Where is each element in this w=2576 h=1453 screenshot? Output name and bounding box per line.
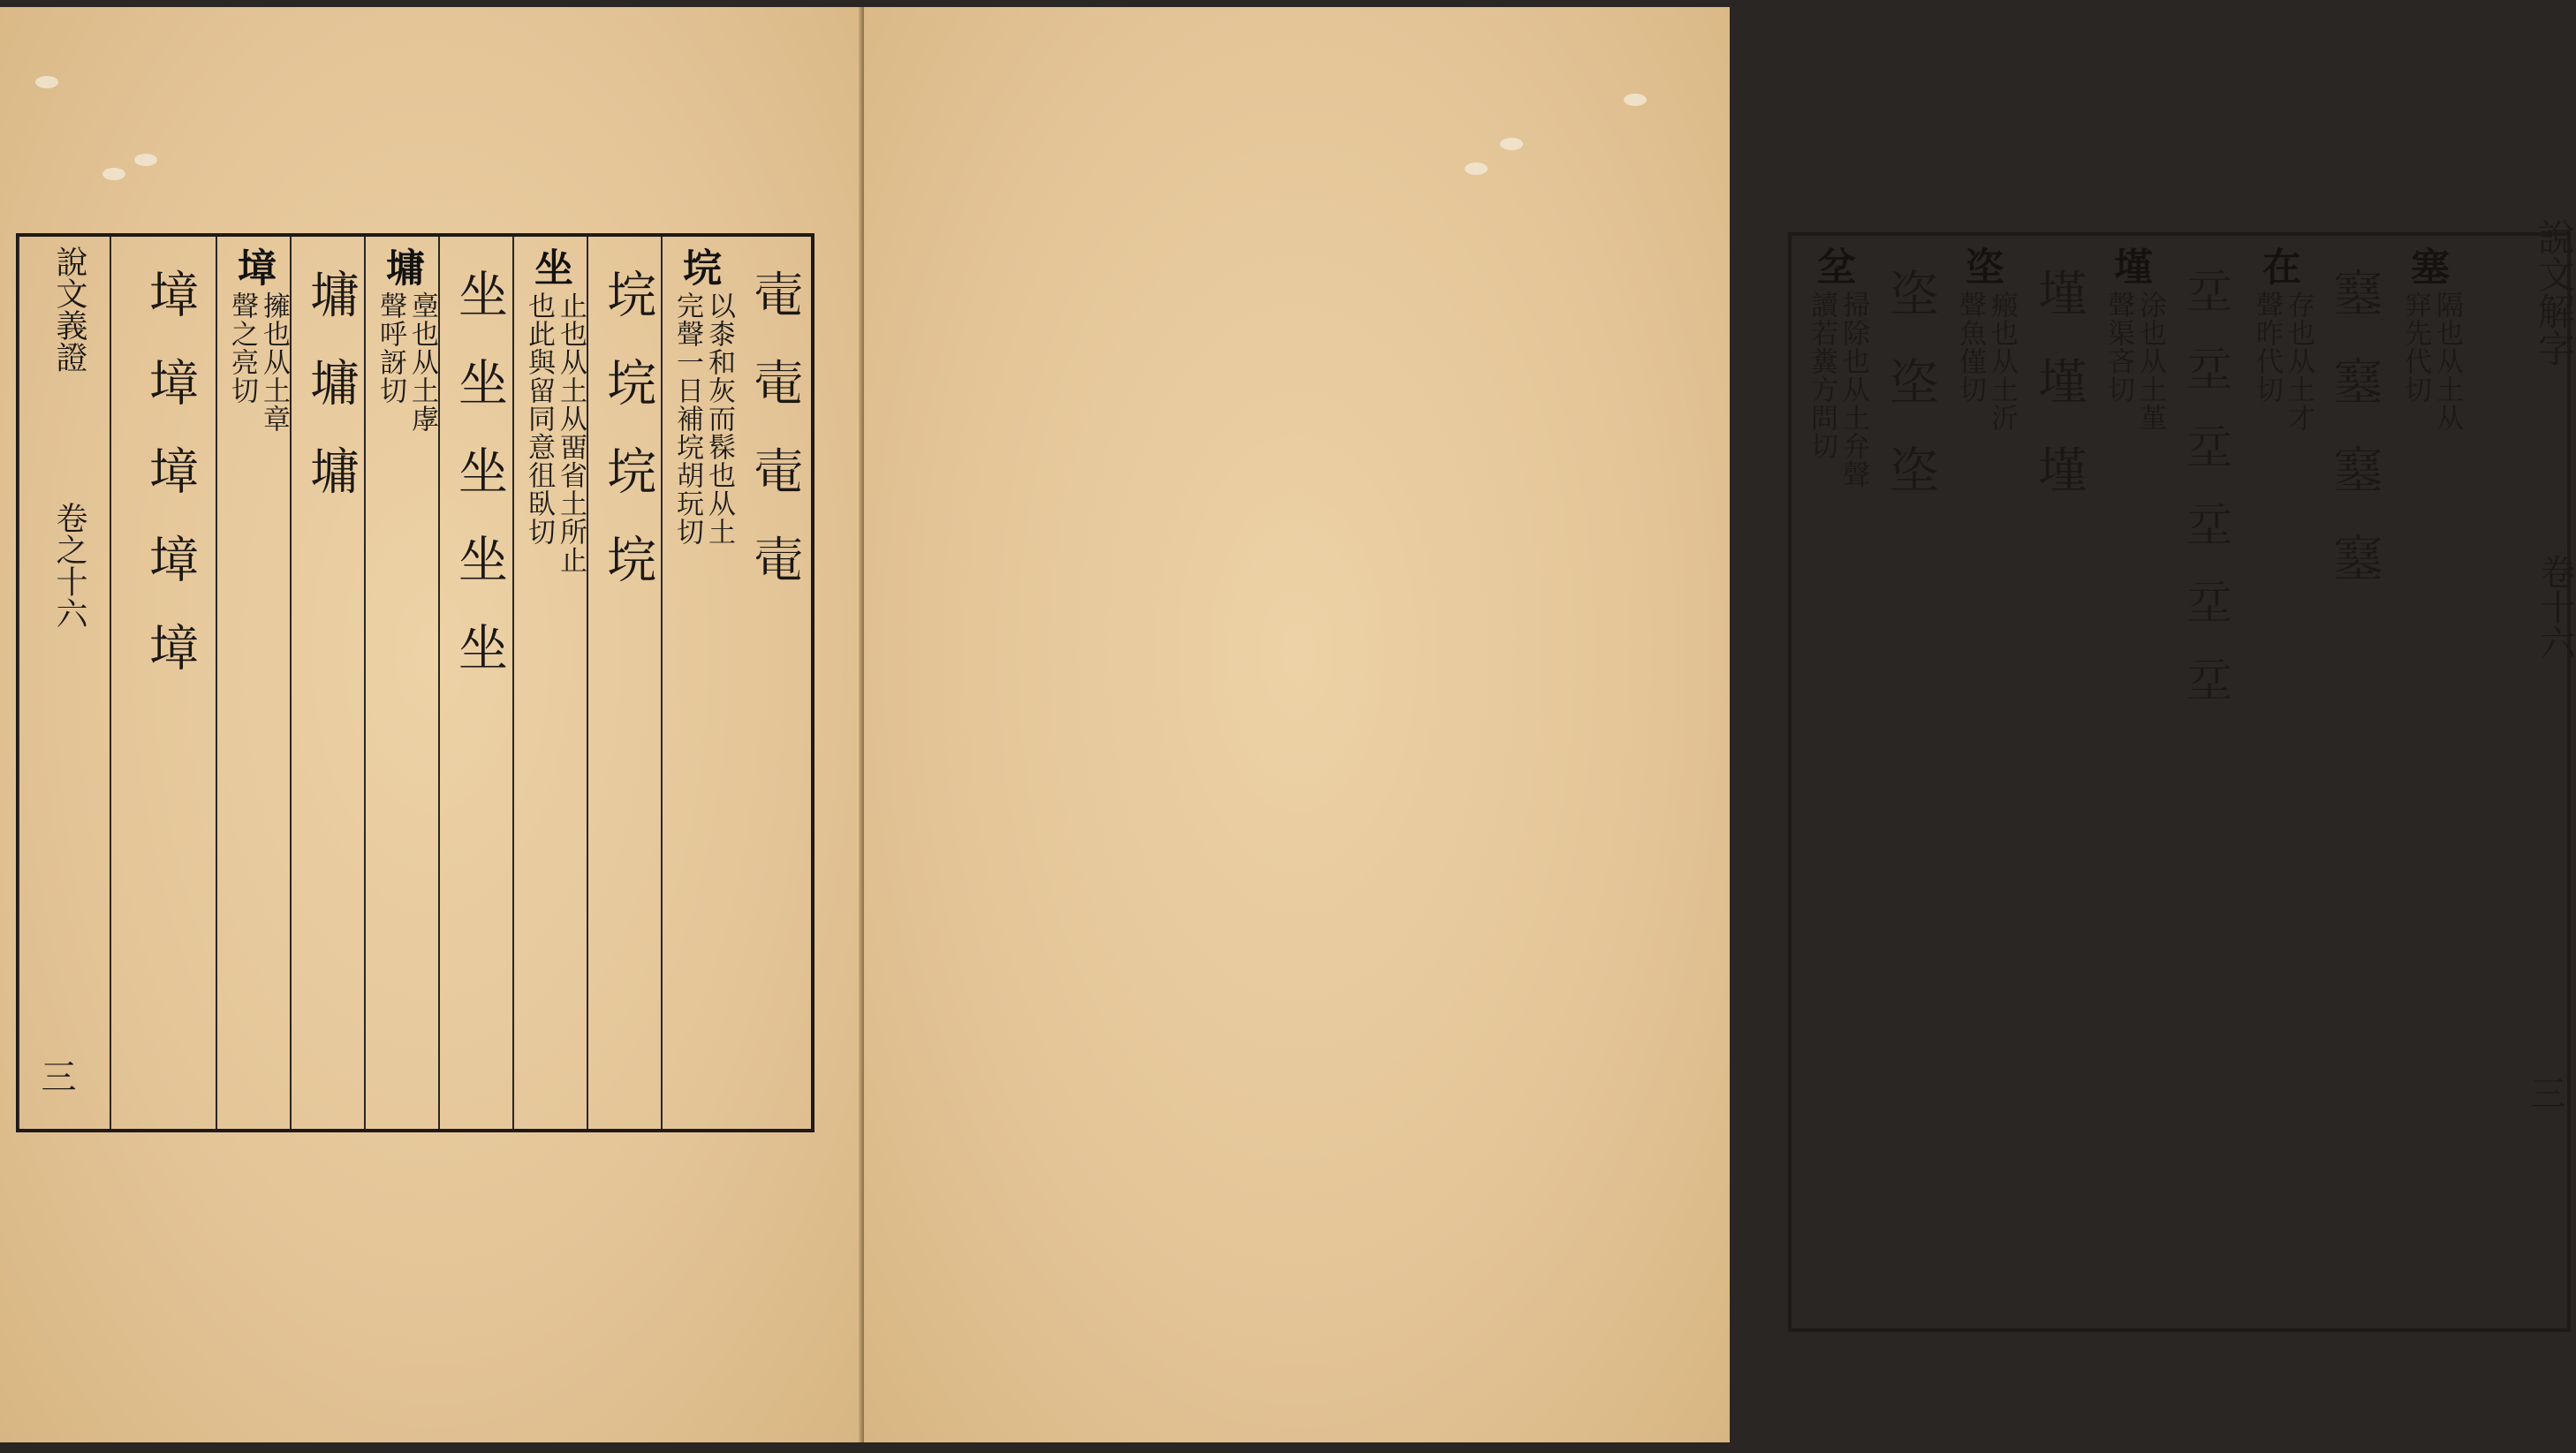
entry-head: 在 — [2255, 246, 2300, 285]
entry-note: 也此與留同意徂臥切 — [523, 291, 555, 546]
seal-forms: 𡔩𡔩𡔩𡔩 — [747, 269, 805, 622]
entry-column — [290, 237, 366, 1129]
entry-note: 聲魚僅切 — [1954, 291, 1986, 404]
seal-forms: 坐坐坐坐坐 — [451, 269, 508, 710]
entry-note: 瘢也从土沂 — [1986, 291, 2018, 432]
entry-column — [438, 237, 514, 1129]
entry-column — [2018, 236, 2094, 1328]
page-number: 三 — [35, 1058, 76, 1094]
entry-head: 垐 — [1959, 246, 2004, 285]
entry-column — [110, 237, 217, 1129]
entry-column — [2166, 236, 2242, 1328]
entry-head: 墉 — [379, 247, 424, 286]
entry-note: 聲昨代切 — [2251, 291, 2283, 404]
worm-hole — [134, 154, 157, 166]
entry-note: 存也从土才 — [2283, 291, 2315, 432]
entry-head: 坐 — [527, 247, 572, 286]
entry-note: 聲渠吝切 — [2102, 291, 2134, 404]
entry-column — [737, 237, 811, 1129]
entry-column — [1793, 236, 1871, 1328]
seal-forms: 垐垐垐 — [1882, 268, 1939, 533]
seal-forms: 垸垸垸垸 — [599, 269, 656, 622]
entry-column — [1869, 236, 1945, 1328]
left-page — [0, 7, 862, 1442]
worm-hole — [35, 76, 58, 88]
entry-note: 聲之亮切 — [226, 291, 258, 405]
worm-hole — [1465, 163, 1488, 175]
worm-hole — [1624, 94, 1647, 106]
entry-note: 聲呼訝切 — [375, 291, 406, 405]
entry-column — [2240, 236, 2316, 1328]
margin-title: 說文解字 — [2533, 218, 2576, 367]
entry-column — [216, 237, 292, 1129]
right-text-frame — [1788, 218, 2576, 1332]
seal-forms: 𡫼𡫼𡫼𡫼 — [2327, 268, 2384, 621]
seal-forms: 墇墇墇墇墇 — [141, 269, 199, 710]
entry-note: 讀若糞方問切 — [1806, 291, 1837, 460]
entry-column — [587, 237, 663, 1129]
seal-forms: 墉墉墉 — [302, 269, 360, 534]
entry-head: 坌 — [1810, 246, 1855, 285]
entry-column — [1943, 236, 2019, 1328]
entry-note: 涂也从土堇 — [2134, 291, 2166, 432]
entry-note: 擁也从土章 — [258, 291, 290, 433]
entry-head: 墇 — [231, 247, 276, 286]
entry-note: 㙜也从土虖 — [406, 291, 438, 433]
page-number: 三 — [2525, 1075, 2565, 1110]
entry-note: 完聲一日補垸胡玩切 — [671, 291, 703, 546]
right-page — [864, 7, 2576, 1442]
margin-column — [2461, 218, 2576, 1328]
margin-column — [18, 237, 111, 1129]
worm-hole — [1500, 138, 1523, 150]
left-text-frame — [16, 233, 814, 1132]
entry-head: 墐 — [2107, 246, 2152, 285]
fascicle-label: 卷十六 — [2534, 554, 2575, 660]
entry-column — [2315, 236, 2390, 1328]
fascicle-label: 卷之十六 — [51, 502, 87, 629]
margin-title: 說文義證 — [51, 246, 87, 373]
entry-column — [2092, 236, 2168, 1328]
entry-head: 垸 — [676, 247, 721, 286]
entry-column — [512, 237, 588, 1129]
entry-head: 塞 — [2404, 246, 2449, 285]
entry-column — [661, 237, 737, 1129]
seal-forms: 𡉝𡉝𡉝𡉝𡉝𡉝 — [2180, 268, 2233, 734]
entry-note: 隔也从土从 — [2431, 291, 2463, 432]
entry-column — [2389, 236, 2465, 1328]
entry-note: 掃除也从土弁聲 — [1837, 291, 1869, 488]
seal-forms: 墐墐墐 — [2030, 268, 2087, 533]
worm-hole — [102, 168, 125, 180]
entry-column — [364, 237, 440, 1129]
entry-note: 穽先代切 — [2399, 291, 2431, 404]
entry-note: 以桼和灰而髹也从土 — [703, 291, 735, 546]
entry-note: 止也从土从畱省土所止 — [555, 291, 587, 574]
